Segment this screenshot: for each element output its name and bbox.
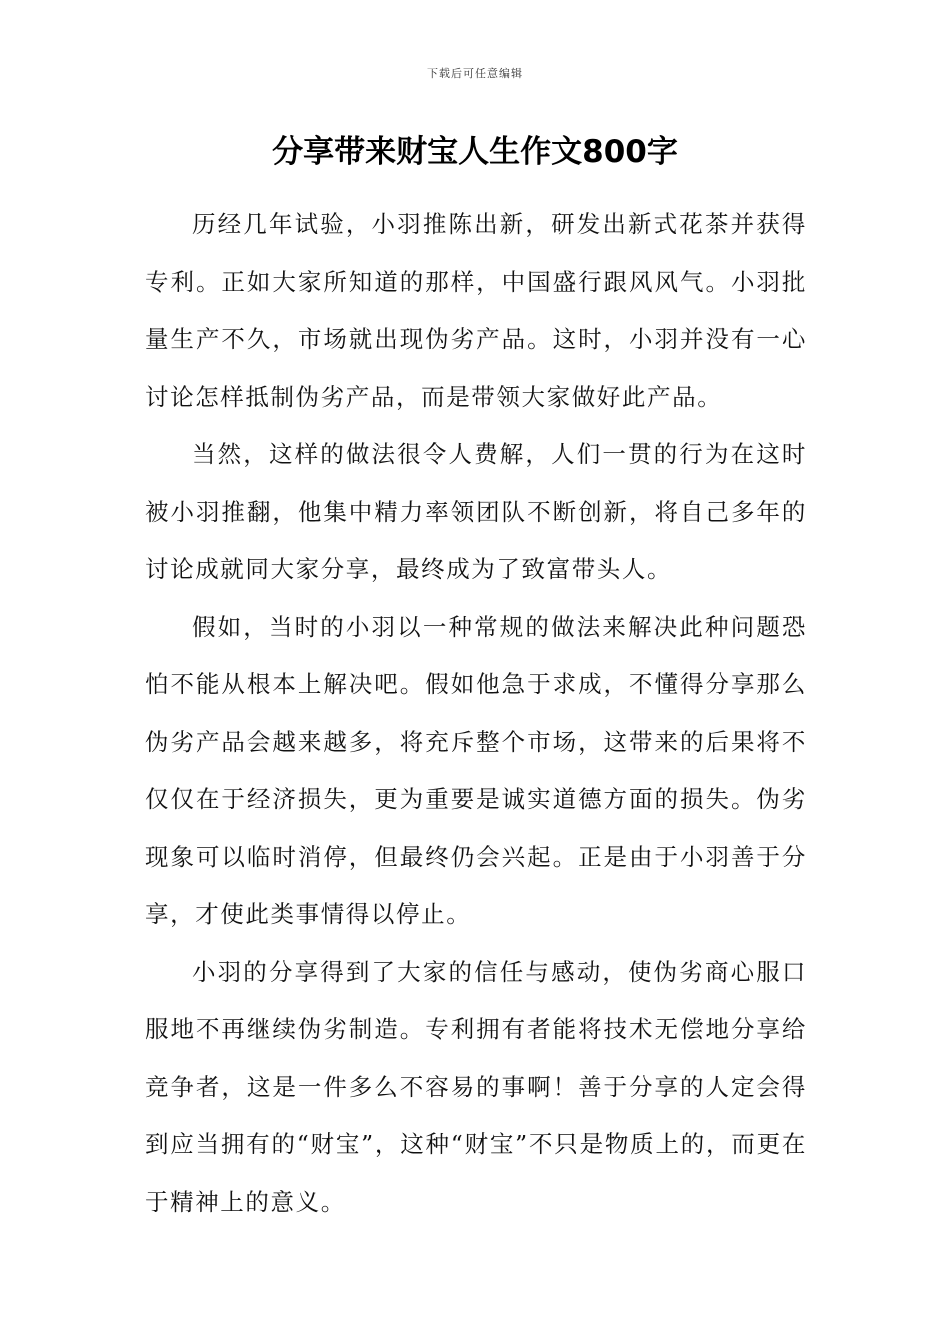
paragraph-4: 小羽的分享得到了大家的信任与感动，使伪劣商心服口服地不再继续伪劣制造。专利拥有者能将技术无偿地分享给竞争者，这是一件多么不容易的事啊！善于分享的人定会得到应当拥有的“财宝”，这种“财宝”不只是物质上的，而更在于精神上的意义。 bbox=[145, 957, 807, 1216]
paragraph-2: 当然，这样的做法很令人费解，人们一贯的行为在这时被小羽推翻，他集中精力率领团队不断创新，将自己多年的讨论成就同大家分享，最终成为了致富带头人。 bbox=[145, 440, 807, 583]
paragraph-1: 历经几年试验，小羽推陈出新，研发出新式花茶并获得专利。正如大家所知道的那样，中国盛行跟风风气。小羽批量生产不久，市场就出现伪劣产品。这时，小羽并没有一心讨论怎样抵制伪劣产品，而是带领大家做好此产品。 bbox=[145, 210, 807, 411]
header-note: 下载后可任意编辑 bbox=[427, 67, 523, 80]
document-body bbox=[145, 196, 807, 1231]
document-title: 分享带来财宝人生作文800字 bbox=[272, 134, 678, 170]
paragraph-3: 假如，当时的小羽以一种常规的做法来解决此种问题恐怕不能从根本上解决吧。假如他急于求成，不懂得分享那么伪劣产品会越来越多，将充斥整个市场，这带来的后果将不仅仅在于经济损失，更为重要是诚实道德方面的损失。伪劣现象可以临时消停，但最终仍会兴起。正是由于小羽善于分享，才使此类事情得以停止。 bbox=[145, 612, 807, 928]
